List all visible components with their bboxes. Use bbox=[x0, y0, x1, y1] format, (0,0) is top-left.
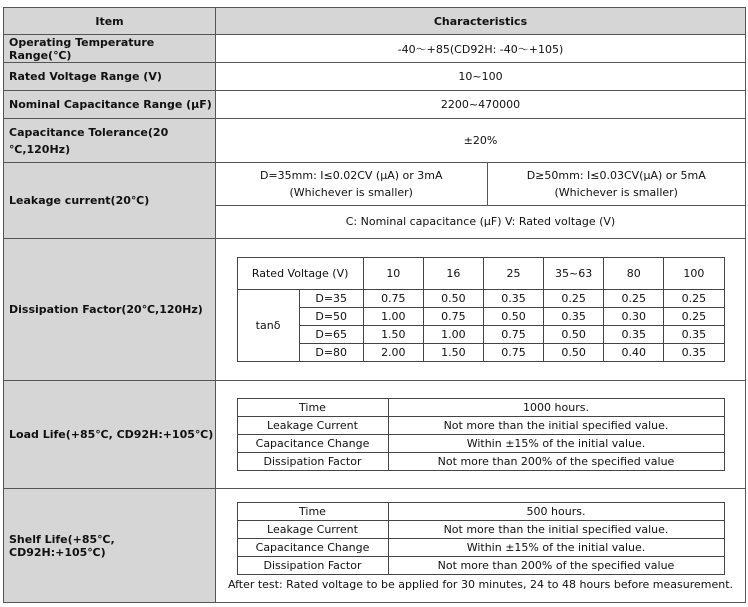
header-row bbox=[4, 8, 746, 35]
leakage-note: C: Nominal capacitance (μF) V: Rated voltage (V) bbox=[345, 215, 616, 229]
dissipation-subtable bbox=[237, 257, 725, 362]
df-value: 0.75 bbox=[423, 308, 483, 326]
shelf-life-key: Dissipation Factor bbox=[237, 557, 388, 575]
df-voltage: 80 bbox=[604, 258, 664, 290]
df-value: 0.35 bbox=[664, 326, 724, 344]
capacitance-value: 2200~470000 bbox=[216, 91, 746, 119]
voltage-label: Rated Voltage Range (V) bbox=[4, 63, 216, 91]
df-voltage: 100 bbox=[664, 258, 724, 290]
row-voltage bbox=[4, 63, 746, 91]
df-value: 1.50 bbox=[363, 326, 423, 344]
df-value: 0.50 bbox=[483, 308, 543, 326]
df-value: 0.75 bbox=[363, 290, 423, 308]
tolerance-label bbox=[4, 119, 216, 163]
row-tolerance bbox=[4, 119, 746, 163]
leakage-large-condition bbox=[487, 163, 745, 205]
row-temperature bbox=[4, 35, 746, 63]
load-life-row bbox=[237, 435, 724, 453]
shelf-life-key: Capacitance Change bbox=[237, 539, 388, 557]
load-life-row bbox=[237, 453, 724, 471]
shelf-life-subtable bbox=[237, 502, 725, 575]
shelf-life-row bbox=[237, 521, 724, 539]
load-life-value: Within ±15% of the initial value. bbox=[388, 435, 724, 453]
row-shelf-life bbox=[4, 489, 746, 603]
df-rated-voltage-label: Rated Voltage (V) bbox=[237, 258, 363, 290]
row-dissipation bbox=[4, 239, 746, 381]
shelf-life-key: Time bbox=[237, 503, 388, 521]
shelf-life-value: Not more than 200% of the specified value bbox=[388, 557, 724, 575]
load-life-value: Not more than the initial specified value. bbox=[388, 417, 724, 435]
df-value: 1.00 bbox=[423, 326, 483, 344]
shelf-life-value: Within ±15% of the initial value. bbox=[388, 539, 724, 557]
header-characteristics: Characteristics bbox=[216, 8, 746, 35]
leakage-left-line1: D=35mm: I≤0.02CV (μA) or 3mA bbox=[259, 168, 443, 182]
shelf-life-row bbox=[237, 557, 724, 575]
shelf-life-note: After test: Rated voltage to be applied for 30 minutes, 24 to 48 hours before measurement. bbox=[227, 578, 734, 591]
df-value: 0.50 bbox=[423, 290, 483, 308]
row-load-life bbox=[4, 381, 746, 489]
df-voltage: 16 bbox=[423, 258, 483, 290]
df-value: 0.25 bbox=[664, 308, 724, 326]
df-value: 0.35 bbox=[544, 308, 604, 326]
load-life-key: Dissipation Factor bbox=[237, 453, 388, 471]
temp-label: Operating Temperature Range(℃) bbox=[4, 35, 216, 63]
df-value: 0.35 bbox=[664, 344, 724, 362]
leakage-cell bbox=[216, 163, 746, 239]
leakage-label: Leakage current(20℃) bbox=[4, 163, 216, 239]
df-diameter: D=35 bbox=[299, 290, 363, 308]
tolerance-label-line1: Capacitance Tolerance(20 bbox=[9, 125, 169, 139]
df-value: 0.25 bbox=[604, 290, 664, 308]
voltage-value: 10~100 bbox=[216, 63, 746, 91]
row-leakage bbox=[4, 163, 746, 239]
df-diameter: D=65 bbox=[299, 326, 363, 344]
df-value: 0.35 bbox=[483, 290, 543, 308]
df-value: 1.00 bbox=[363, 308, 423, 326]
load-life-value: Not more than 200% of the specified value bbox=[388, 453, 724, 471]
load-life-label: Load Life(+85℃, CD92H:+105℃) bbox=[4, 381, 216, 489]
leakage-note-row bbox=[216, 205, 745, 238]
tolerance-value: ±20% bbox=[216, 119, 746, 163]
leakage-subtable bbox=[216, 163, 745, 238]
leakage-right-line2: (Whichever is smaller) bbox=[554, 185, 678, 199]
load-life-key: Leakage Current bbox=[237, 417, 388, 435]
df-header-row bbox=[237, 258, 724, 290]
load-life-cell bbox=[216, 381, 746, 489]
df-value: 0.75 bbox=[483, 326, 543, 344]
dissipation-label: Dissipation Factor(20℃,120Hz) bbox=[4, 239, 216, 381]
spec-table bbox=[3, 7, 746, 603]
shelf-life-row bbox=[237, 503, 724, 521]
leakage-right-line1: D≥50mm: I≤0.03CV(μA) or 5mA bbox=[526, 168, 706, 182]
df-value: 1.50 bbox=[423, 344, 483, 362]
df-value: 0.30 bbox=[604, 308, 664, 326]
load-life-key: Capacitance Change bbox=[237, 435, 388, 453]
df-voltage: 35~63 bbox=[544, 258, 604, 290]
temp-value: -40～+85(CD92H: -40～+105) bbox=[216, 35, 746, 63]
leakage-conditions-row bbox=[216, 163, 745, 205]
leakage-left-line2: (Whichever is smaller) bbox=[289, 185, 413, 199]
shelf-life-key: Leakage Current bbox=[237, 521, 388, 539]
header-item: Item bbox=[4, 8, 216, 35]
load-life-subtable bbox=[237, 398, 725, 471]
df-voltage: 25 bbox=[483, 258, 543, 290]
shelf-life-cell bbox=[216, 489, 746, 603]
df-value: 0.40 bbox=[604, 344, 664, 362]
df-row bbox=[237, 326, 724, 344]
capacitance-label: Nominal Capacitance Range (μF) bbox=[4, 91, 216, 119]
tolerance-label-line2: ℃,120Hz) bbox=[9, 142, 71, 156]
df-value: 0.50 bbox=[544, 344, 604, 362]
leakage-small-condition bbox=[216, 163, 487, 205]
df-row bbox=[237, 290, 724, 308]
shelf-life-value: Not more than the initial specified value. bbox=[388, 521, 724, 539]
dissipation-cell bbox=[216, 239, 746, 381]
df-value: 0.75 bbox=[483, 344, 543, 362]
shelf-life-label: Shelf Life(+85℃, CD92H:+105℃) bbox=[4, 489, 216, 603]
load-life-value: 1000 hours. bbox=[388, 399, 724, 417]
df-value: 0.25 bbox=[544, 290, 604, 308]
load-life-key: Time bbox=[237, 399, 388, 417]
df-diameter: D=50 bbox=[299, 308, 363, 326]
load-life-row bbox=[237, 399, 724, 417]
df-row bbox=[237, 308, 724, 326]
df-tan-label: tanδ bbox=[237, 290, 299, 362]
df-value: 0.50 bbox=[544, 326, 604, 344]
shelf-life-value: 500 hours. bbox=[388, 503, 724, 521]
df-row bbox=[237, 344, 724, 362]
shelf-life-row bbox=[237, 539, 724, 557]
row-capacitance bbox=[4, 91, 746, 119]
df-value: 0.35 bbox=[604, 326, 664, 344]
df-diameter: D=80 bbox=[299, 344, 363, 362]
load-life-row bbox=[237, 417, 724, 435]
df-value: 2.00 bbox=[363, 344, 423, 362]
df-value: 0.25 bbox=[664, 290, 724, 308]
df-voltage: 10 bbox=[363, 258, 423, 290]
